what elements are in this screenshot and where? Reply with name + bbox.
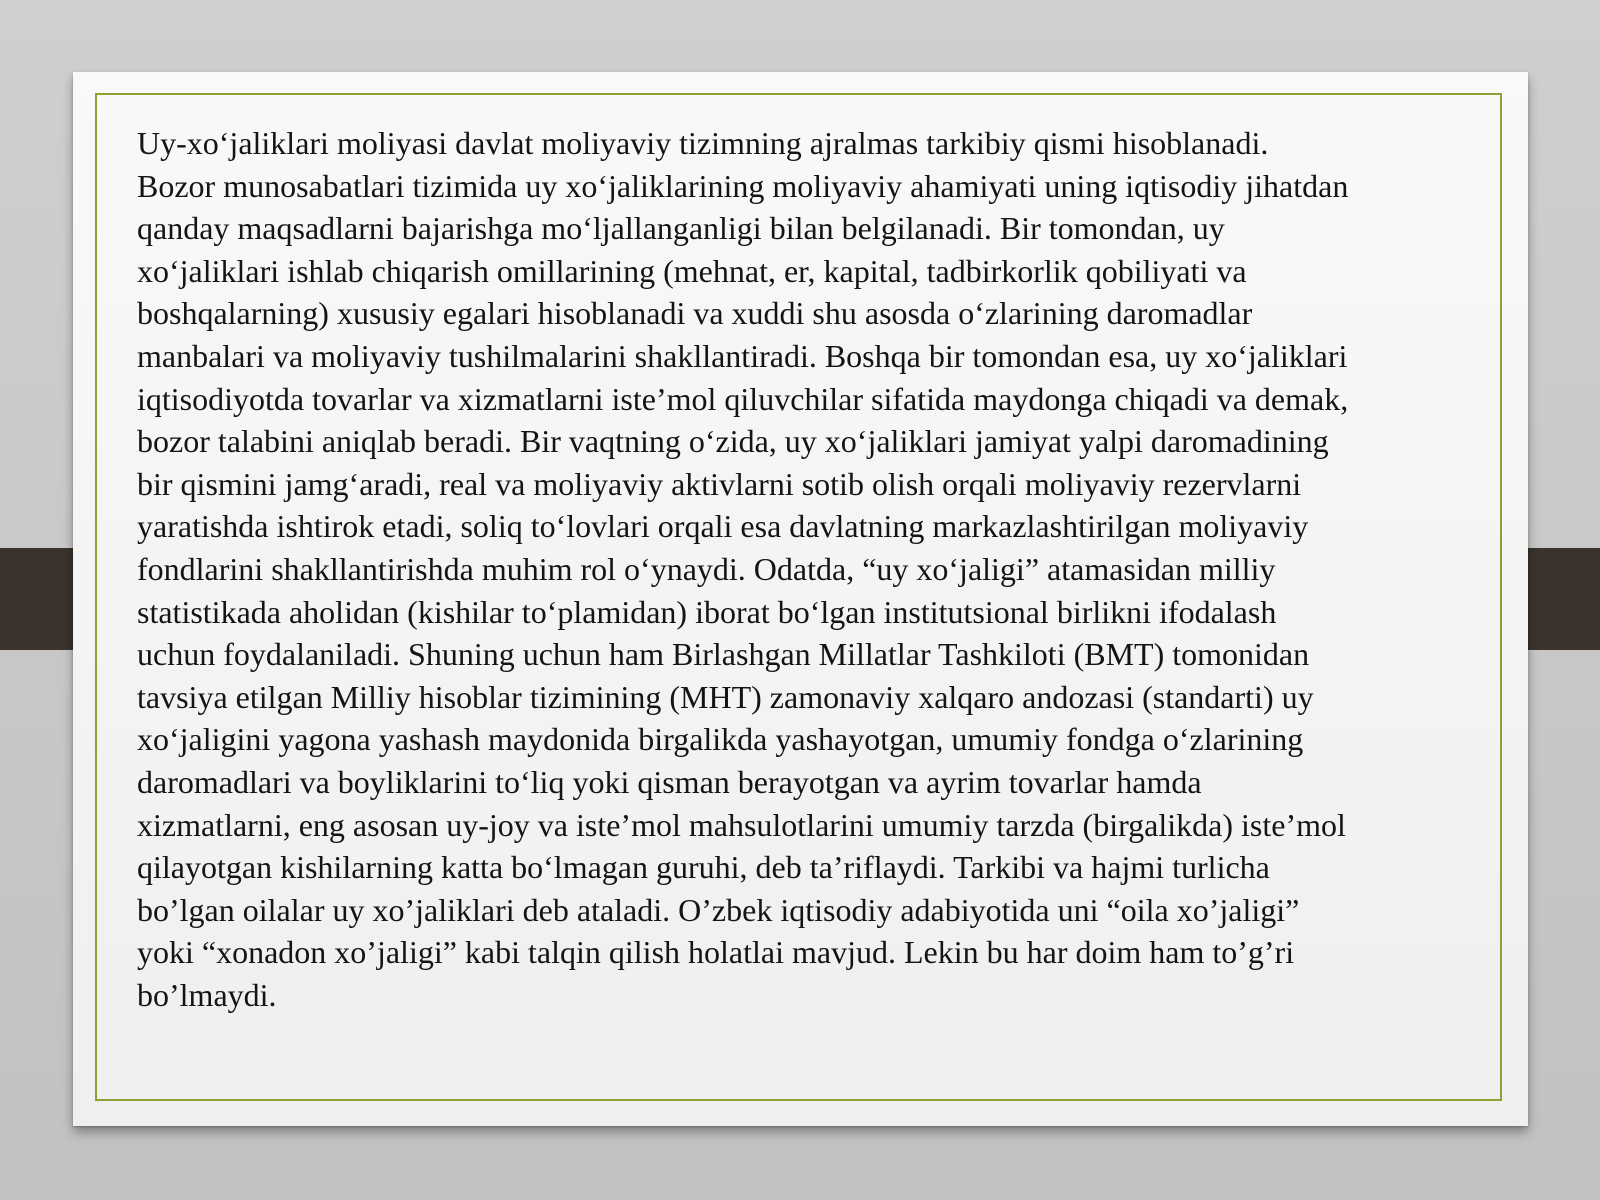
body-paragraph	[137, 122, 1487, 1016]
text-line: qanday maqsadlarni bajarishga mo‘ljallanganligi bilan belgilanadi. Bir tomondan, uy	[137, 210, 1225, 247]
text-line: bo’lgan oilalar uy xo’jaliklari deb ataladi. O’zbek iqtisodiy adabiyotida uni “oila xo’jaligi”	[137, 891, 1300, 928]
text-line: xo‘jaliklari ishlab chiqarish omillarining (mehnat, er, kapital, tadbirkorlik qobiliyati va	[137, 252, 1247, 289]
text-line: uchun foydalaniladi. Shuning uchun ham Birlashgan Millatlar Tashkiloti (BMT) tomonidan	[137, 636, 1310, 673]
text-line: tavsiya etilgan Milliy hisoblar tizimining (MHT) zamonaviy xalqaro andozasi (standarti) uy	[137, 678, 1314, 715]
text-line: xizmatlarni, eng asosan uy-joy va iste’mol mahsulotlarini umumiy tarzda (birgalikda) iste’mol	[137, 806, 1346, 843]
text-line: daromadlari va boyliklarini to‘liq yoki qisman berayotgan va ayrim tovarlar hamda	[137, 763, 1202, 800]
text-line: fondlarini shakllantirishda muhim rol o‘ynaydi. Odatda, “uy xo‘jaligi” atamasidan milliy	[137, 550, 1276, 587]
text-line: bir qismini jamg‘aradi, real va moliyaviy aktivlarni sotib olish orqali moliyaviy rezervlarni	[137, 465, 1302, 502]
text-line: Uy-xo‘jaliklari moliyasi davlat moliyaviy tizimning ajralmas tarkibiy qismi hisoblanadi.	[137, 125, 1269, 161]
text-line: boshqalarning) xususiy egalari hisoblanadi va xuddi shu asosda o‘zlarining daromadlar	[137, 295, 1253, 332]
paper-panel	[73, 72, 1528, 1126]
text-line: Bozor munosabatlari tizimida uy xo‘jaliklarining moliyaviy ahamiyati uning iqtisodiy jihatdan	[137, 167, 1349, 204]
text-line: yoki “xonadon xo’jaligi” kabi talqin qilish holatlai mavjud. Lekin bu har doim ham to’g’ri	[137, 934, 1295, 971]
text-line: qilayotgan kishilarning katta bo‘lmagan guruhi, deb ta’riflaydi. Tarkibi va hajmi turlicha	[137, 849, 1270, 886]
text-line: iqtisodiyotda tovarlar va xizmatlarni iste’mol qiluvchilar sifatida maydonga chiqadi va demak,	[137, 380, 1349, 417]
text-line: bo’lmaydi.	[137, 976, 277, 1013]
text-line: manbalari va moliyaviy tushilmalarini shakllantiradi. Boshqa bir tomondan esa, uy xo‘jaliklari	[137, 337, 1348, 374]
text-line: bozor talabini aniqlab beradi. Bir vaqtning o‘zida, uy xo‘jaliklari jamiyat yalpi daromadining	[137, 423, 1329, 460]
text-line: statistikada aholidan (kishilar to‘plamidan) iborat bo‘lgan institutsional birlikni ifodalash	[137, 593, 1277, 630]
text-line: yaratishda ishtirok etadi, soliq to‘lovlari orqali esa davlatning markazlashtirilgan moliyaviy	[137, 508, 1309, 545]
text-line: xo‘jaligini yagona yashash maydonida birgalikda yashayotgan, umumiy fondga o‘zlarining	[137, 721, 1304, 758]
